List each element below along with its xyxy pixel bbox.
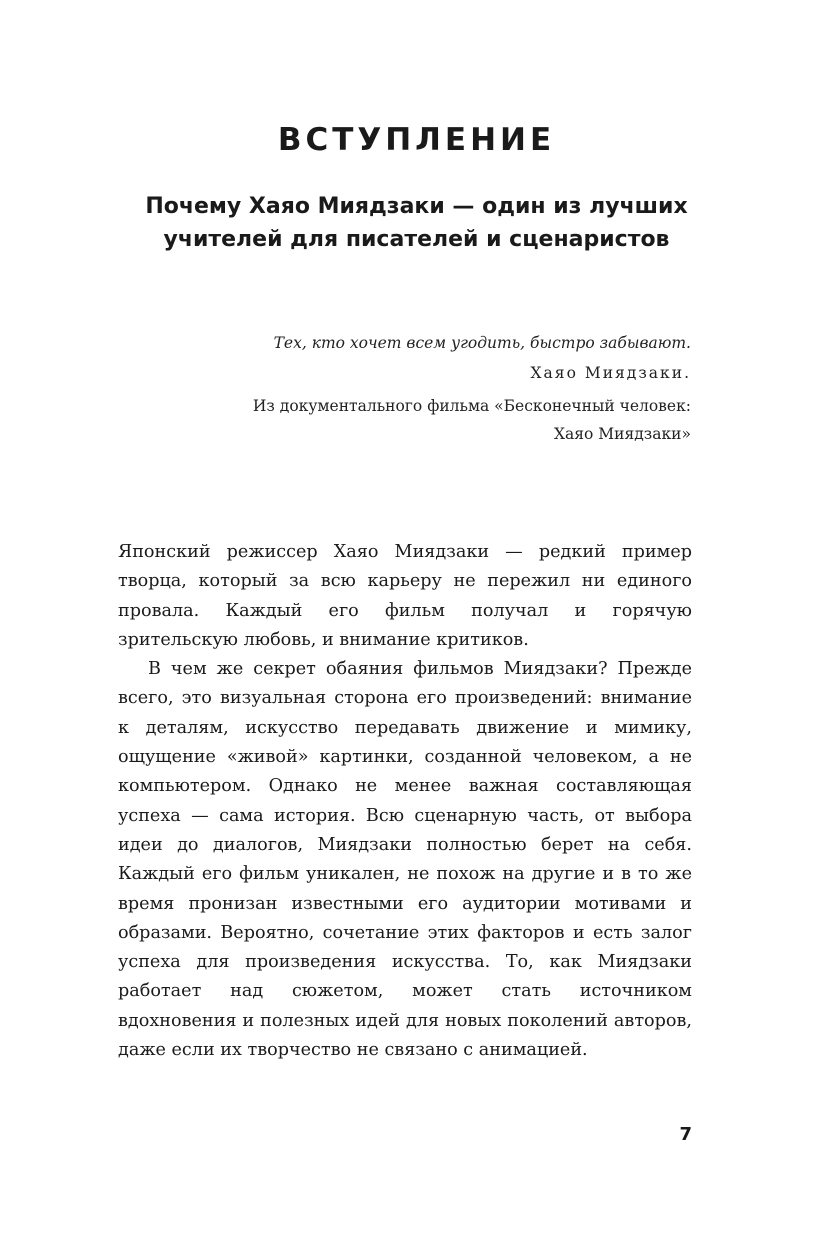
epigraph-author: Хаяо Миядзаки.	[530, 364, 691, 382]
body-text	[118, 538, 692, 1065]
body-paragraph-2: В чем же секрет обаяния фильмов Миядзаки? Прежде всего, это визуальная сторона его произведений: внимание к деталям, искусство передавать движение и мимику, ощущение «живой» картинки, созданной человеком, а не компьютером. Однако не менее важная составляющая успеха — сама история. Всю сценарную часть, от выбора идеи до диалогов, Миядзаки полностью берет на себя. Каждый его фильм уникален, не похож на другие и в то же время пронизан известными его аудитории мотивами и образами. Вероятно, сочетание этих факторов и есть залог успеха для произведения искусства. То, как Миядзаки работает над сюжетом, может стать источником вдохновения и полезных идей для новых поколений авторов, даже если их творчество не связано с анимацией.	[118, 659, 692, 1061]
chapter-title: ВСТУПЛЕНИЕ	[277, 122, 556, 158]
epigraph-quote: Тех, кто хочет всем угодить, быстро забывают.	[273, 334, 691, 352]
epigraph-source-line-1: Из документального фильма «Бесконечный человек:	[252, 397, 691, 415]
epigraph-source-line-2: Хаяо Миядзаки»	[553, 425, 691, 443]
chapter-subtitle	[100, 190, 733, 256]
subtitle-line-2: учителей для писателей и сценаристов	[163, 227, 670, 252]
page-number: 7	[679, 1124, 692, 1145]
body-paragraph-1: Японский режиссер Хаяо Миядзаки — редкий пример творца, который за всю карьеру не пережил ни единого провала. Каждый его фильм получал и горячую зрительскую любовь, и внимание критиков.	[118, 542, 692, 650]
epigraph	[230, 330, 691, 448]
subtitle-line-1: Почему Хаяо Миядзаки — один из лучших	[145, 194, 688, 219]
epigraph-source	[230, 392, 691, 448]
